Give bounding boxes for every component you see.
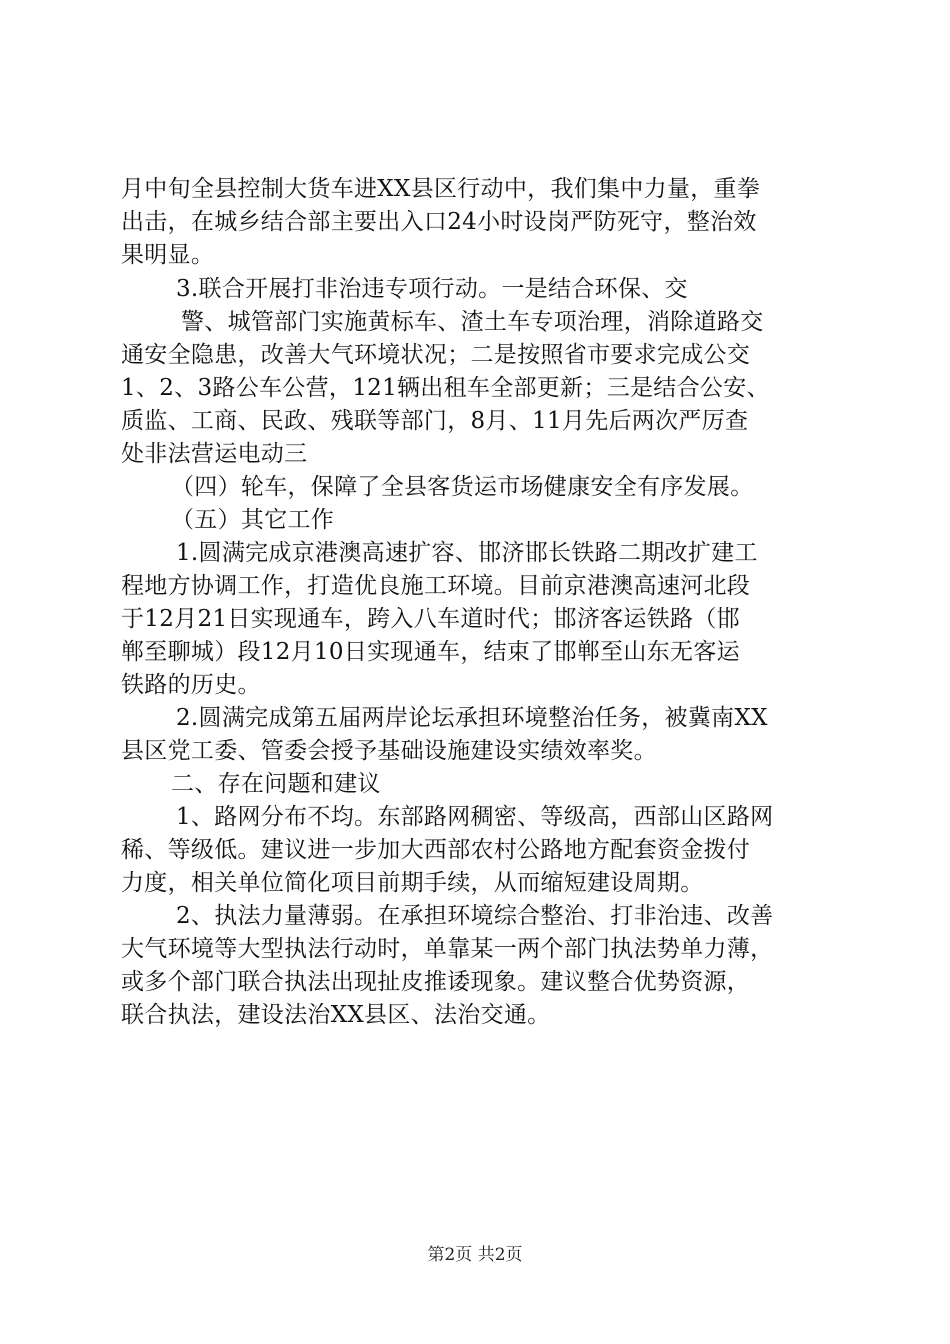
text-line-23: 2、执法力量薄弱。在承担环境综合整治、打非治违、改善 (176, 903, 774, 929)
text-line-24: 大气环境等大型执法行动时，单靠某一两个部门执法势单力薄， (121, 936, 774, 962)
page-footer: 第2页 共2页 (427, 1245, 523, 1265)
text-line-8: 质监、工商、民政、残联等部门，8月、11月先后两次严厉查 (121, 408, 749, 434)
text-line-7: 1、2、3路公车公营，121辆出租车全部更新；三是结合公安、 (121, 375, 770, 401)
text-line-20: 1、路网分布不均。东部路网稠密、等级高，西部山区路网 (176, 804, 774, 830)
text-line-18: 县区党工委、管委会授予基础设施建设实绩效率奖。 (121, 738, 657, 764)
text-line-17: 2.圆满完成第五届两岸论坛承担环境整治任务，被冀南XX (176, 705, 768, 731)
text-line-1: 月中旬全县控制大货车进XX县区行动中，我们集中力量，重拳 (121, 176, 761, 202)
text-line-3: 果明显。 (121, 242, 215, 268)
text-line-6: 通安全隐患，改善大气环境状况；二是按照省市要求完成公交 (121, 342, 751, 368)
text-line-16: 铁路的历史。 (121, 672, 261, 698)
text-line-21: 稀、等级低。建议进一步加大西部农村公路地方配套资金拨付 (121, 837, 751, 863)
text-line-11: （五）其它工作 (171, 507, 335, 533)
text-line-13: 程地方协调工作，打造优良施工环境。目前京港澳高速河北段 (121, 573, 751, 599)
text-line-15: 郸至聊城）段12月10日实现通车，结束了邯郸至山东无客运 (121, 639, 740, 665)
text-line-5: 警、城管部门实施黄标车、渣土车专项治理，消除道路交 (181, 309, 764, 335)
text-line-14: 于12月21日实现通车，跨入八车道时代；邯济客运铁路（邯 (121, 606, 740, 632)
text-line-25: 或多个部门联合执法出现扯皮推诿现象。建议整合优势资源， (121, 969, 751, 995)
text-line-22: 力度，相关单位简化项目前期手续，从而缩短建设周期。 (121, 870, 704, 896)
text-line-9: 处非法营运电动三 (121, 441, 308, 467)
text-line-19: 二、存在问题和建议 (171, 771, 381, 797)
text-line-26: 联合执法，建设法治XX县区、法治交通。 (121, 1002, 551, 1028)
text-line-4: 3.联合开展打非治违专项行动。一是结合环保、交 (176, 276, 688, 302)
text-line-10: （四）轮车，保障了全县客货运市场健康安全有序发展。 (171, 474, 754, 500)
text-line-2: 出击，在城乡结合部主要出入口24小时设岗严防死守，整治效 (121, 209, 757, 235)
text-line-12: 1.圆满完成京港澳高速扩容、邯济邯长铁路二期改扩建工 (176, 540, 758, 566)
